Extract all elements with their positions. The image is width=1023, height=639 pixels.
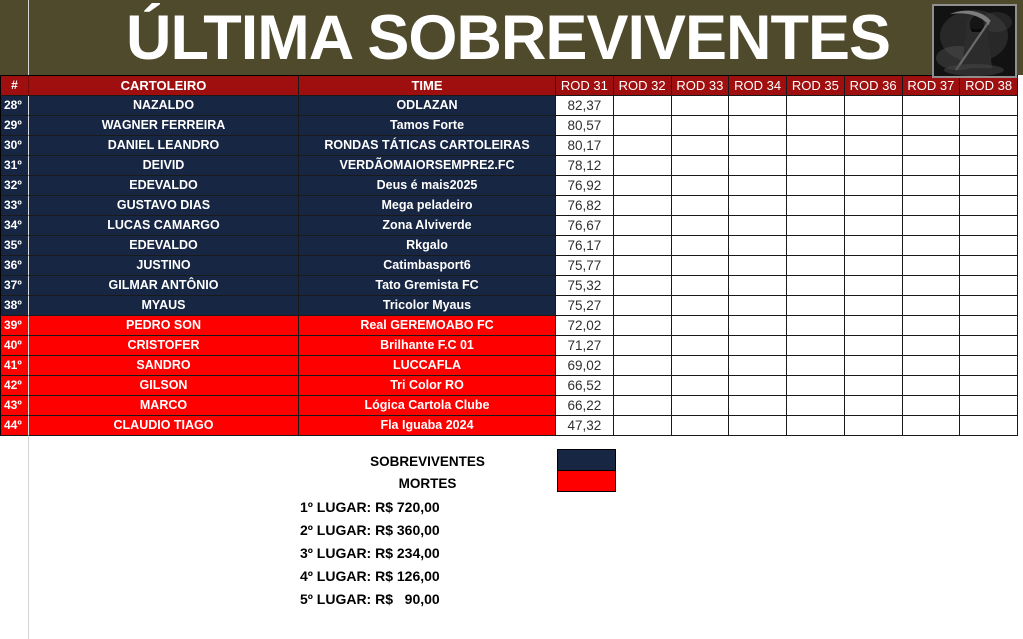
- rod31-score-cell[interactable]: 69,02: [556, 356, 614, 376]
- grim-reaper-icon: [934, 6, 1015, 76]
- rod-empty-cell[interactable]: [903, 216, 961, 236]
- rod-empty-cell[interactable]: [903, 236, 961, 256]
- rod-empty-cell[interactable]: [960, 376, 1018, 396]
- rod-empty-cell[interactable]: [672, 156, 730, 176]
- rod-empty-cell[interactable]: [614, 176, 672, 196]
- rank-cell[interactable]: 28º: [1, 96, 29, 116]
- rod-empty-cell[interactable]: [672, 256, 730, 276]
- rank-cell[interactable]: 42º: [1, 376, 29, 396]
- rod-empty-cell[interactable]: [729, 236, 787, 256]
- rod-empty-cell[interactable]: [787, 296, 845, 316]
- rod-empty-cell[interactable]: [729, 416, 787, 436]
- rod-empty-cell[interactable]: [672, 176, 730, 196]
- table-row: [1, 376, 1018, 396]
- rank-cell[interactable]: 38º: [1, 296, 29, 316]
- time-cell[interactable]: Zona Alviverde: [299, 216, 556, 236]
- rank-cell[interactable]: 37º: [1, 276, 29, 296]
- table-row: [1, 216, 1018, 236]
- rod-empty-cell[interactable]: [614, 256, 672, 276]
- rod-empty-cell[interactable]: [903, 376, 961, 396]
- rod-empty-cell[interactable]: [729, 276, 787, 296]
- rod31-score-cell[interactable]: 80,17: [556, 136, 614, 156]
- rod-empty-cell[interactable]: [903, 396, 961, 416]
- rod31-score-cell[interactable]: 72,02: [556, 316, 614, 336]
- rod-empty-cell[interactable]: [729, 156, 787, 176]
- rank-cell[interactable]: 34º: [1, 216, 29, 236]
- column-header-rod[interactable]: ROD 38: [960, 76, 1018, 96]
- table-row: [1, 136, 1018, 156]
- time-cell[interactable]: Tri Color RO: [299, 376, 556, 396]
- rod-empty-cell[interactable]: [903, 136, 961, 156]
- column-header-rank[interactable]: #: [1, 76, 29, 96]
- time-cell[interactable]: Deus é mais2025: [299, 176, 556, 196]
- legend-swatch: [557, 449, 616, 492]
- legend-swatch-dead: [558, 471, 615, 491]
- rod-empty-cell[interactable]: [903, 296, 961, 316]
- rank-cell[interactable]: 44º: [1, 416, 29, 436]
- cartoleiro-cell[interactable]: MARCO: [29, 396, 299, 416]
- rod-empty-cell[interactable]: [960, 176, 1018, 196]
- rod-empty-cell[interactable]: [787, 136, 845, 156]
- cartoleiro-cell[interactable]: GILSON: [29, 376, 299, 396]
- time-cell[interactable]: Fla Iguaba 2024: [299, 416, 556, 436]
- table-row: [1, 316, 1018, 336]
- rod-empty-cell[interactable]: [903, 196, 961, 216]
- rod-empty-cell[interactable]: [729, 176, 787, 196]
- rod-empty-cell[interactable]: [787, 376, 845, 396]
- rod-empty-cell[interactable]: [729, 216, 787, 236]
- rod31-score-cell[interactable]: 75,27: [556, 296, 614, 316]
- rod-empty-cell[interactable]: [672, 116, 730, 136]
- rod-empty-cell[interactable]: [845, 276, 903, 296]
- rod-empty-cell[interactable]: [614, 156, 672, 176]
- rod-empty-cell[interactable]: [787, 176, 845, 196]
- rod-empty-cell[interactable]: [614, 136, 672, 156]
- survivor-table: [0, 75, 1018, 436]
- rod-empty-cell[interactable]: [960, 316, 1018, 336]
- rank-cell[interactable]: 39º: [1, 316, 29, 336]
- rod-empty-cell[interactable]: [787, 316, 845, 336]
- column-header-rod[interactable]: ROD 35: [787, 76, 845, 96]
- rod-empty-cell[interactable]: [960, 236, 1018, 256]
- cartoleiro-cell[interactable]: WAGNER FERREIRA: [29, 116, 299, 136]
- table-row: [1, 296, 1018, 316]
- rod-empty-cell[interactable]: [672, 396, 730, 416]
- rod-empty-cell[interactable]: [614, 396, 672, 416]
- table-row: [1, 96, 1018, 116]
- prize-line: 3º LUGAR: R$ 234,00: [300, 545, 440, 561]
- column-header-rod[interactable]: ROD 31: [556, 76, 614, 96]
- rod-empty-cell[interactable]: [845, 176, 903, 196]
- time-cell[interactable]: Catimbasport6: [299, 256, 556, 276]
- page-title: ÚLTIMA SOBREVIVENTES: [125, 3, 891, 73]
- prize-line: 2º LUGAR: R$ 360,00: [300, 522, 440, 538]
- table-row: [1, 356, 1018, 376]
- rod-empty-cell[interactable]: [787, 396, 845, 416]
- rod-empty-cell[interactable]: [672, 196, 730, 216]
- rod-empty-cell[interactable]: [614, 416, 672, 436]
- rod-empty-cell[interactable]: [729, 256, 787, 276]
- rod-empty-cell[interactable]: [903, 156, 961, 176]
- rod-empty-cell[interactable]: [845, 376, 903, 396]
- time-cell[interactable]: Lógica Cartola Clube: [299, 396, 556, 416]
- legend-labels: [300, 451, 555, 495]
- rod31-score-cell[interactable]: 76,67: [556, 216, 614, 236]
- time-cell[interactable]: Tricolor Myaus: [299, 296, 556, 316]
- table-row: [1, 236, 1018, 256]
- rod-empty-cell[interactable]: [787, 416, 845, 436]
- rod-empty-cell[interactable]: [903, 176, 961, 196]
- time-cell[interactable]: Tato Gremista FC: [299, 276, 556, 296]
- rod-empty-cell[interactable]: [845, 396, 903, 416]
- rod31-score-cell[interactable]: 75,77: [556, 256, 614, 276]
- table-row: [1, 116, 1018, 136]
- rod-empty-cell[interactable]: [960, 116, 1018, 136]
- cartoleiro-cell[interactable]: LUCAS CAMARGO: [29, 216, 299, 236]
- rod-empty-cell[interactable]: [845, 156, 903, 176]
- cartoleiro-cell[interactable]: JUSTINO: [29, 256, 299, 276]
- rod-empty-cell[interactable]: [614, 96, 672, 116]
- rod31-score-cell[interactable]: 76,17: [556, 236, 614, 256]
- rod-empty-cell[interactable]: [614, 196, 672, 216]
- rod-empty-cell[interactable]: [960, 276, 1018, 296]
- time-cell[interactable]: VERDÃOMAIORSEMPRE2.FC: [299, 156, 556, 176]
- cartoleiro-cell[interactable]: DANIEL LEANDRO: [29, 136, 299, 156]
- column-header-time[interactable]: TIME: [299, 76, 556, 96]
- rod-empty-cell[interactable]: [787, 196, 845, 216]
- time-cell[interactable]: Mega peladeiro: [299, 196, 556, 216]
- rod-empty-cell[interactable]: [903, 116, 961, 136]
- rod-empty-cell[interactable]: [903, 416, 961, 436]
- rod31-score-cell[interactable]: 82,37: [556, 96, 614, 116]
- cartoleiro-cell[interactable]: SANDRO: [29, 356, 299, 376]
- rod-empty-cell[interactable]: [903, 316, 961, 336]
- column-header-rod[interactable]: ROD 36: [845, 76, 903, 96]
- column-header-cartoleiro[interactable]: CARTOLEIRO: [29, 76, 299, 96]
- cartoleiro-cell[interactable]: GUSTAVO DIAS: [29, 196, 299, 216]
- rod-empty-cell[interactable]: [845, 296, 903, 316]
- cartoleiro-cell[interactable]: DEIVID: [29, 156, 299, 176]
- table-row: [1, 196, 1018, 216]
- rod31-score-cell[interactable]: 66,22: [556, 396, 614, 416]
- rod31-score-cell[interactable]: 66,52: [556, 376, 614, 396]
- rod-empty-cell[interactable]: [903, 336, 961, 356]
- column-header-rod[interactable]: ROD 33: [672, 76, 730, 96]
- rod-empty-cell[interactable]: [845, 136, 903, 156]
- grim-reaper-image: [932, 4, 1017, 78]
- rod-empty-cell[interactable]: [614, 376, 672, 396]
- table-row: [1, 336, 1018, 356]
- table-row: [1, 156, 1018, 176]
- rod31-score-cell[interactable]: 80,57: [556, 116, 614, 136]
- legend-swatch-survivors: [558, 450, 615, 471]
- prize-line: 4º LUGAR: R$ 126,00: [300, 568, 440, 584]
- rod-empty-cell[interactable]: [729, 396, 787, 416]
- rank-cell[interactable]: 41º: [1, 356, 29, 376]
- rod-empty-cell[interactable]: [672, 236, 730, 256]
- rank-cell[interactable]: 35º: [1, 236, 29, 256]
- rod-empty-cell[interactable]: [729, 336, 787, 356]
- legend-label-dead: MORTES: [398, 476, 457, 491]
- rod-empty-cell[interactable]: [614, 356, 672, 376]
- rod-empty-cell[interactable]: [960, 136, 1018, 156]
- time-cell[interactable]: Rkgalo: [299, 236, 556, 256]
- rod-empty-cell[interactable]: [845, 216, 903, 236]
- rod-empty-cell[interactable]: [960, 96, 1018, 116]
- rod-empty-cell[interactable]: [960, 256, 1018, 276]
- rod-empty-cell[interactable]: [960, 416, 1018, 436]
- time-cell[interactable]: ODLAZAN: [299, 96, 556, 116]
- prize-line: 5º LUGAR: R$ 90,00: [300, 591, 440, 607]
- cartoleiro-cell[interactable]: MYAUS: [29, 296, 299, 316]
- rod-empty-cell[interactable]: [960, 396, 1018, 416]
- cartoleiro-cell[interactable]: EDEVALDO: [29, 176, 299, 196]
- rod-empty-cell[interactable]: [960, 356, 1018, 376]
- rod-empty-cell[interactable]: [614, 316, 672, 336]
- rod-empty-cell[interactable]: [672, 336, 730, 356]
- rod31-score-cell[interactable]: 71,27: [556, 336, 614, 356]
- rod-empty-cell[interactable]: [787, 356, 845, 376]
- rod-empty-cell[interactable]: [787, 236, 845, 256]
- rod31-score-cell[interactable]: 76,82: [556, 196, 614, 216]
- rod-empty-cell[interactable]: [672, 376, 730, 396]
- rod-empty-cell[interactable]: [903, 356, 961, 376]
- rod-empty-cell[interactable]: [614, 236, 672, 256]
- rod-empty-cell[interactable]: [845, 196, 903, 216]
- rank-cell[interactable]: 30º: [1, 136, 29, 156]
- rod-empty-cell[interactable]: [672, 136, 730, 156]
- rod-empty-cell[interactable]: [672, 416, 730, 436]
- time-cell[interactable]: Tamos Forte: [299, 116, 556, 136]
- table-row: [1, 256, 1018, 276]
- rod-empty-cell[interactable]: [614, 336, 672, 356]
- rod-empty-cell[interactable]: [729, 316, 787, 336]
- table-header-row: [1, 76, 1018, 96]
- table-row: [1, 176, 1018, 196]
- rod-empty-cell[interactable]: [787, 96, 845, 116]
- cartoleiro-cell[interactable]: EDEVALDO: [29, 236, 299, 256]
- rod-empty-cell[interactable]: [672, 216, 730, 236]
- rod-empty-cell[interactable]: [960, 336, 1018, 356]
- rod-empty-cell[interactable]: [787, 276, 845, 296]
- rank-cell[interactable]: 40º: [1, 336, 29, 356]
- rod-empty-cell[interactable]: [614, 116, 672, 136]
- rod-empty-cell[interactable]: [787, 156, 845, 176]
- rank-cell[interactable]: 31º: [1, 156, 29, 176]
- rod-empty-cell[interactable]: [903, 276, 961, 296]
- rank-cell[interactable]: 36º: [1, 256, 29, 276]
- rod31-score-cell[interactable]: 76,92: [556, 176, 614, 196]
- rod-empty-cell[interactable]: [845, 256, 903, 276]
- rod31-score-cell[interactable]: 78,12: [556, 156, 614, 176]
- rod-empty-cell[interactable]: [787, 116, 845, 136]
- cartoleiro-cell[interactable]: CLAUDIO TIAGO: [29, 416, 299, 436]
- rod-empty-cell[interactable]: [787, 336, 845, 356]
- rod-empty-cell[interactable]: [845, 316, 903, 336]
- cartoleiro-cell[interactable]: GILMAR ANTÔNIO: [29, 276, 299, 296]
- rod-empty-cell[interactable]: [845, 96, 903, 116]
- rod-empty-cell[interactable]: [729, 356, 787, 376]
- rod-empty-cell[interactable]: [845, 416, 903, 436]
- time-cell[interactable]: Real GEREMOABO FC: [299, 316, 556, 336]
- rod-empty-cell[interactable]: [672, 316, 730, 336]
- rod-empty-cell[interactable]: [960, 296, 1018, 316]
- rod-empty-cell[interactable]: [729, 116, 787, 136]
- rod31-score-cell[interactable]: 47,32: [556, 416, 614, 436]
- rod-empty-cell[interactable]: [672, 276, 730, 296]
- rod-empty-cell[interactable]: [614, 276, 672, 296]
- time-cell[interactable]: Brilhante F.C 01: [299, 336, 556, 356]
- rod-empty-cell[interactable]: [845, 116, 903, 136]
- rod-empty-cell[interactable]: [960, 196, 1018, 216]
- rod-empty-cell[interactable]: [729, 136, 787, 156]
- rod-empty-cell[interactable]: [845, 336, 903, 356]
- table-row: [1, 276, 1018, 296]
- rod-empty-cell[interactable]: [729, 376, 787, 396]
- rod-empty-cell[interactable]: [845, 356, 903, 376]
- rank-cell[interactable]: 33º: [1, 196, 29, 216]
- rod-empty-cell[interactable]: [672, 296, 730, 316]
- table-row: [1, 416, 1018, 436]
- time-cell[interactable]: LUCCAFLA: [299, 356, 556, 376]
- rod-empty-cell[interactable]: [672, 96, 730, 116]
- legend-label-survivors: SOBREVIVENTES: [370, 454, 485, 469]
- column-header-rod[interactable]: ROD 34: [729, 76, 787, 96]
- table-row: [1, 396, 1018, 416]
- column-header-rod[interactable]: ROD 32: [614, 76, 672, 96]
- rod-empty-cell[interactable]: [903, 96, 961, 116]
- cartoleiro-cell[interactable]: NAZALDO: [29, 96, 299, 116]
- rod-empty-cell[interactable]: [614, 216, 672, 236]
- cartoleiro-cell[interactable]: CRISTOFER: [29, 336, 299, 356]
- column-header-rod[interactable]: ROD 37: [903, 76, 961, 96]
- rod-empty-cell[interactable]: [960, 156, 1018, 176]
- cartoleiro-cell[interactable]: PEDRO SON: [29, 316, 299, 336]
- rank-cell[interactable]: 29º: [1, 116, 29, 136]
- time-cell[interactable]: RONDAS TÁTICAS CARTOLEIRAS: [299, 136, 556, 156]
- prize-line: 1º LUGAR: R$ 720,00: [300, 499, 440, 515]
- rod-empty-cell[interactable]: [672, 356, 730, 376]
- rank-cell[interactable]: 32º: [1, 176, 29, 196]
- rod-empty-cell[interactable]: [787, 256, 845, 276]
- rod-empty-cell[interactable]: [729, 296, 787, 316]
- rod-empty-cell[interactable]: [614, 296, 672, 316]
- rod-empty-cell[interactable]: [960, 216, 1018, 236]
- prize-list: [300, 496, 440, 611]
- rod31-score-cell[interactable]: 75,32: [556, 276, 614, 296]
- rod-empty-cell[interactable]: [903, 256, 961, 276]
- rod-empty-cell[interactable]: [845, 236, 903, 256]
- rod-empty-cell[interactable]: [729, 96, 787, 116]
- rod-empty-cell[interactable]: [729, 196, 787, 216]
- rod-empty-cell[interactable]: [787, 216, 845, 236]
- rank-cell[interactable]: 43º: [1, 396, 29, 416]
